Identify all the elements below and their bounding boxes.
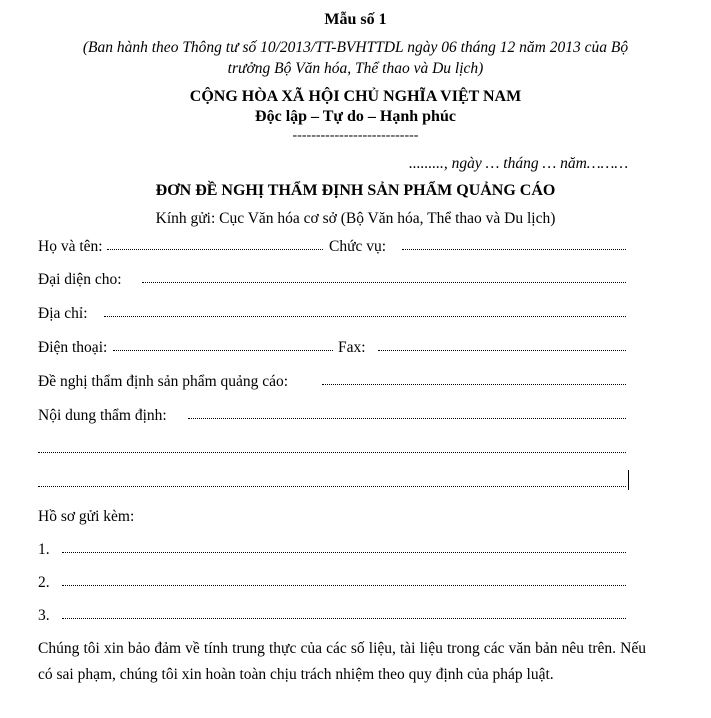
header-separator: ---------------------------: [292, 128, 419, 143]
nation-heading: CỘNG HÒA XÃ HỘI CHỦ NGHĨA VIỆT NAM: [189, 88, 522, 105]
attachment-number-1: 1.: [38, 541, 50, 558]
representative-label: Đại diện cho:: [38, 271, 122, 288]
content-label: Nội dung thẩm định:: [38, 407, 167, 424]
full-name-label: Họ và tên:: [38, 238, 103, 255]
attachments-label: Hồ sơ gửi kèm:: [38, 508, 135, 525]
address-field[interactable]: [104, 316, 626, 317]
issuance-note-line2: trưởng Bộ Văn hóa, Thể thao và Du lịch): [227, 60, 484, 77]
position-field[interactable]: [402, 249, 626, 250]
product-label: Đề nghị thẩm định sản phẩm quảng cáo:: [38, 373, 289, 390]
text-cursor: [628, 470, 629, 490]
position-label: Chức vụ:: [329, 238, 387, 255]
attachment-field-1[interactable]: [62, 552, 626, 553]
attachment-number-2: 2.: [38, 574, 50, 591]
attachment-number-3: 3.: [38, 607, 50, 624]
content-field-line3[interactable]: [38, 486, 626, 487]
fax-label: Fax:: [338, 339, 366, 356]
commitment-paragraph: Chúng tôi xin bảo đảm về tính trung thực của các số liệu, tài liệu trong các văn bản nêu trên. Nếu có sai phạm, chúng tôi xin hoàn toàn chịu trách nhiệm theo quy định của pháp luật.: [38, 640, 646, 683]
addressee: Kính gửi: Cục Văn hóa cơ sở (Bộ Văn hóa, Thể thao và Du lịch): [155, 210, 556, 227]
attachment-field-2[interactable]: [62, 585, 626, 586]
content-field-line2[interactable]: [38, 452, 626, 453]
phone-label: Điện thoại:: [38, 339, 108, 356]
phone-field[interactable]: [113, 350, 333, 351]
document-title: ĐƠN ĐỀ NGHỊ THẨM ĐỊNH SẢN PHẨM QUẢNG CÁO: [155, 182, 556, 199]
date-line: ........., ngày … tháng … năm………: [409, 155, 629, 172]
fax-field[interactable]: [378, 350, 626, 351]
motto: Độc lập – Tự do – Hạnh phúc: [255, 108, 456, 125]
attachment-field-3[interactable]: [62, 618, 626, 619]
form-number: Mẫu số 1: [324, 11, 387, 28]
address-label: Địa chỉ:: [38, 305, 88, 322]
issuance-note-line1: (Ban hành theo Thông tư số 10/2013/TT-BVHTTDL ngày 06 tháng 12 năm 2013 của Bộ: [82, 39, 629, 56]
full-name-field[interactable]: [107, 249, 323, 250]
product-field[interactable]: [322, 384, 626, 385]
representative-field[interactable]: [142, 282, 626, 283]
content-field-line1[interactable]: [188, 418, 626, 419]
